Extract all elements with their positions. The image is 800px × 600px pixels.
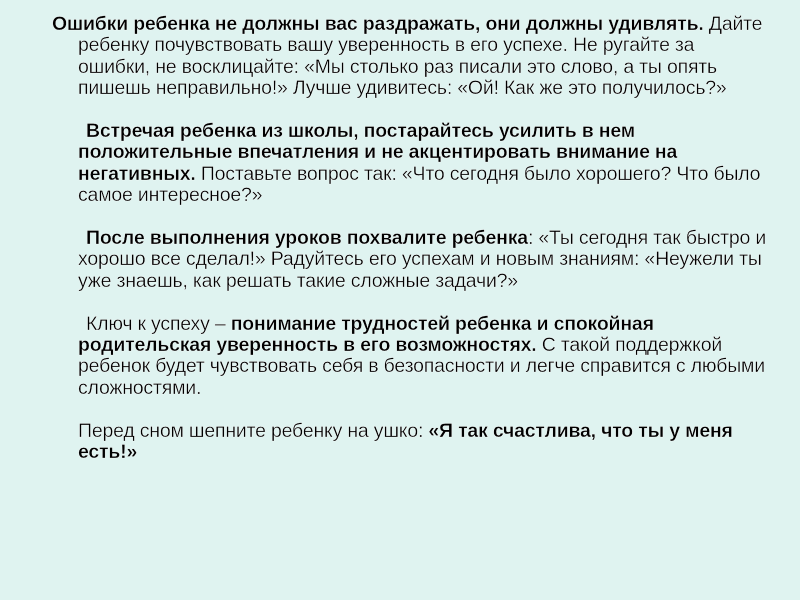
paragraph-meeting	[78, 121, 768, 207]
paragraph-gap	[78, 399, 768, 420]
paragraph-key	[78, 314, 768, 400]
paragraph-key-lead: Ключ к успеху –	[86, 312, 231, 335]
paragraph-gap	[78, 207, 768, 228]
paragraph-errors-bold: Ошибки ребенка не должны вас раздражать, они должны удивлять.	[52, 13, 704, 35]
paragraph-errors	[52, 13, 768, 100]
paragraph-praise-bold: После выполнения уроков похвалите ребенка	[86, 227, 528, 250]
paragraph-bedtime-bold: «Я так счастлива, что ты у меня есть!»	[78, 419, 733, 464]
paragraph-gap	[78, 292, 768, 313]
paragraph-bedtime-lead: Перед сном шепните ребенку на ушко:	[78, 419, 429, 442]
paragraph-meeting-text: Поставьте вопрос так: «Что сегодня было хорошего? Что было самое интересное?»	[78, 162, 761, 207]
paragraph-key-text: С такой поддержкой ребенок будет чувствовать себя в безопасности и легче справится с любыми сложностями.	[78, 334, 765, 399]
paragraph-gap	[78, 100, 768, 121]
paragraph-praise	[78, 228, 768, 292]
paragraph-praise-text: : «Ты сегодня так быстро и хорошо все сделал!» Радуйтесь его успехам и новым знаниям: «Неужели ты уже знаешь, как решать такие сложные задачи?»	[78, 227, 767, 292]
paragraph-errors-text: Дайте ребенку почувствовать вашу уверенность в его успехе. Не ругайте за ошибки, не восклицайте: «Мы столько раз писали это слово, а ты опять пишешь неправильно!» Лучше удивитесь: «Ой! Как же это получилось?»	[78, 13, 763, 100]
paragraph-meeting-bold: Встречая ребенка из школы, постарайтесь усилить в нем положительные впечатления и не акцентировать внимание на негативных.	[78, 120, 678, 185]
paragraph-key-bold: понимание трудностей ребенка и спокойная родительская уверенность в его возможностях.	[78, 312, 654, 357]
text-block	[52, 13, 768, 464]
paragraph-bedtime	[78, 421, 768, 464]
